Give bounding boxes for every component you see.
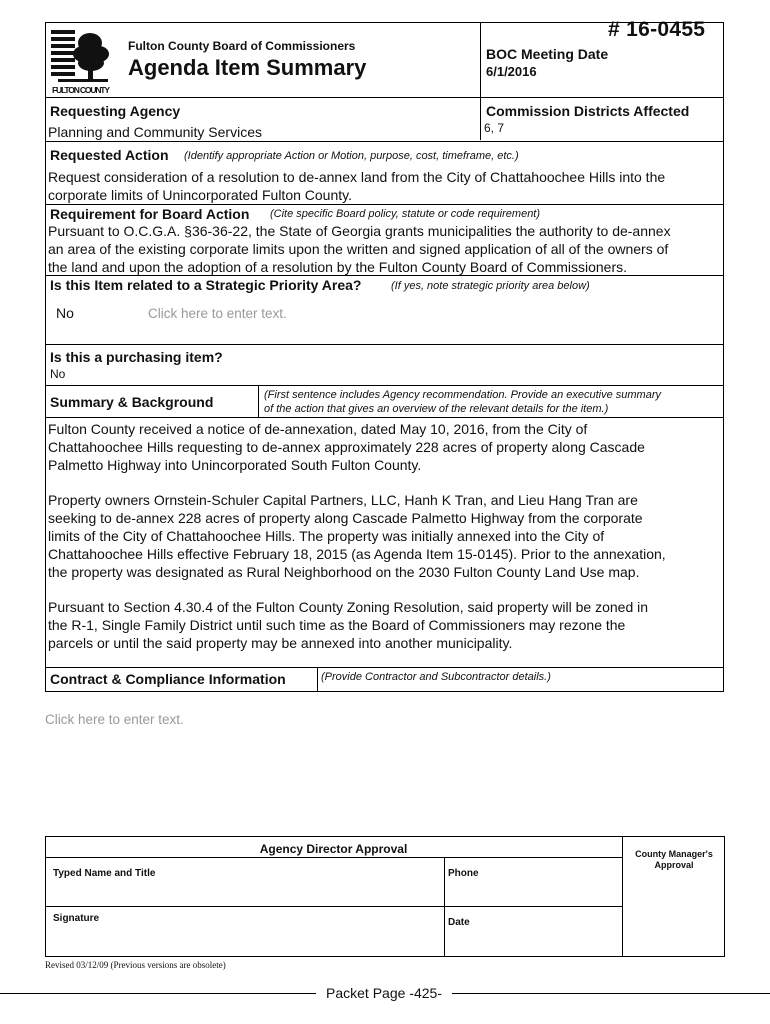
packet-page-footer: Packet Page -425- [326, 985, 442, 1001]
fulton-county-logo [50, 27, 112, 95]
contract-label: Contract & Compliance Information [50, 671, 286, 687]
text-line: seeking to de-annex 228 acres of property along Cascade Palmetto Highway from the corporate [48, 510, 643, 526]
divider [258, 385, 259, 417]
requesting-agency-label: Requesting Agency [50, 103, 181, 119]
tree-logo-icon [50, 27, 112, 95]
divider [45, 275, 724, 276]
text-line: Palmetto Highway into Unincorporated South Fulton County. [48, 457, 422, 473]
requested-action-hint: (Identify appropriate Action or Motion, purpose, cost, timeframe, etc.) [184, 150, 519, 162]
footer-rule [452, 993, 770, 994]
text-line: Chattahoochee Hills effective February 18, 2015 (as Agenda Item 15-0145). Prior to the annexation, [48, 546, 666, 562]
divider [45, 417, 724, 418]
boc-meeting-label: BOC Meeting Date [486, 46, 609, 62]
manager-label-line: Approval [654, 860, 694, 870]
agency-director-approval-title: Agency Director Approval [259, 842, 408, 856]
text-line: Pursuant to O.C.G.A. §36-36-22, the State of Georgia grants municipalities the authority to de-annex [48, 223, 671, 239]
manager-label-line: County Manager's [635, 849, 713, 859]
paragraph [48, 598, 718, 652]
page-title: Agenda Item Summary [128, 55, 367, 80]
text-line: the land and upon the adoption of a resolution by the Fulton County Board of Commissioners. [48, 259, 628, 275]
typed-name-label: Typed Name and Title [53, 868, 156, 879]
divider [317, 667, 318, 692]
signature-label: Signature [53, 913, 100, 924]
requirement-hint: (Cite specific Board policy, statute or code requirement) [270, 208, 541, 220]
hint-line: (First sentence includes Agency recommendation. Provide an executive summary [264, 389, 661, 401]
paragraph [48, 420, 718, 474]
strategic-priority-label: Is this Item related to a Strategic Priority Area? [50, 277, 362, 293]
text-line: Pursuant to Section 4.30.4 of the Fulton County Zoning Resolution, said property will be zoned in [48, 599, 649, 615]
divider [622, 836, 623, 957]
text-line: the property was designated as Rural Neighborhood on the 2030 Fulton County Land Use map. [48, 564, 640, 580]
summary-text[interactable] [48, 420, 718, 652]
purchasing-label: Is this a purchasing item? [50, 349, 223, 365]
paragraph [48, 491, 718, 581]
hint-line: of the action that gives an overview of the relevant details for the item.) [264, 403, 609, 415]
contract-input[interactable]: Click here to enter text. [45, 712, 184, 727]
text-line: Chattahoochee Hills requesting to de-annex approximately 228 acres of property along Cascade [48, 439, 645, 455]
divider [45, 906, 622, 907]
divider [45, 667, 724, 668]
board-name: Fulton County Board of Commissioners [128, 39, 356, 53]
date-label: Date [448, 917, 470, 928]
divider [444, 857, 445, 957]
phone-label: Phone [448, 868, 479, 879]
text-line: corporate limits of Unincorporated Fulton County. [48, 187, 352, 203]
requirement-label: Requirement for Board Action [50, 206, 250, 222]
county-manager-approval [624, 849, 724, 871]
strategic-priority-hint: (If yes, note strategic priority area below) [391, 280, 590, 292]
requirement-text[interactable] [48, 222, 724, 276]
logo-text: FULTON COUNTY [52, 85, 110, 95]
text-line: Request consideration of a resolution to de-annex land from the City of Chattahoochee Hills into the [48, 169, 666, 185]
strategic-priority-input[interactable]: Click here to enter text. [148, 306, 287, 321]
boc-meeting-date: 6/1/2016 [486, 64, 537, 79]
text-line: Property owners Ornstein-Schuler Capital Partners, LLC, Hanh K Tran, and Lieu Hang Tran are [48, 492, 638, 508]
divider [45, 857, 622, 858]
text-line: an area of the existing corporate limits upon the written and signed application of all of the owners of [48, 241, 669, 257]
text-line: the R-1, Single Family District until such time as the Board of Commissioners may rezone the [48, 617, 626, 633]
footer-rule [0, 993, 316, 994]
summary-label: Summary & Background [50, 394, 214, 410]
commission-districts-value[interactable]: 6, 7 [484, 121, 505, 135]
divider [45, 344, 724, 345]
summary-hint [264, 388, 724, 416]
contract-hint: (Provide Contractor and Subcontractor details.) [321, 671, 551, 683]
text-line: Fulton County received a notice of de-annexation, dated May 10, 2016, from the City of [48, 421, 588, 437]
strategic-priority-select[interactable]: No [56, 305, 74, 321]
divider [45, 385, 724, 386]
divider [45, 204, 724, 205]
text-line: parcels or until the said property may be annexed into another municipality. [48, 635, 513, 651]
commission-districts-label: Commission Districts Affected [486, 103, 690, 119]
requesting-agency-value[interactable]: Planning and Community Services [48, 124, 262, 140]
item-number: # 16-0455 [608, 18, 706, 41]
text-line: limits of the City of Chattahoochee Hills. The property was initially annexed into the City of [48, 528, 605, 544]
purchasing-select[interactable]: No [50, 367, 66, 381]
requested-action-text[interactable] [48, 168, 718, 204]
requested-action-label: Requested Action [50, 147, 169, 163]
revised-note: Revised 03/12/09 (Previous versions are obsolete) [45, 960, 226, 970]
